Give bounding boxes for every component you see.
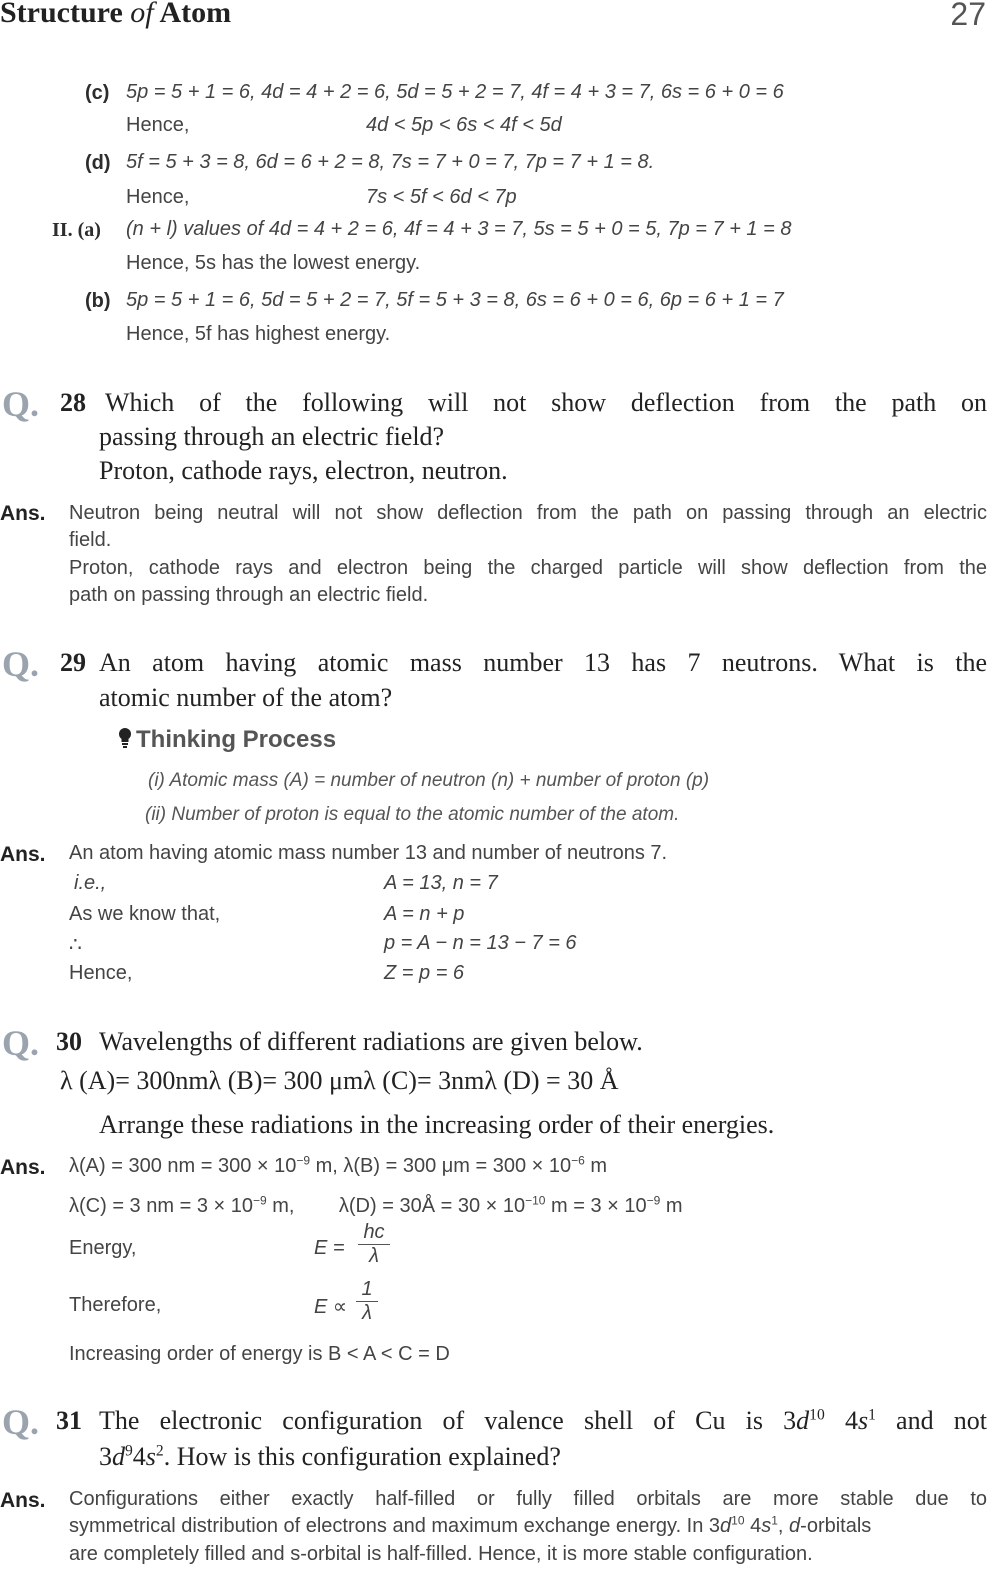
q30-ans1-c: m: [584, 1155, 608, 1177]
q29-line1: An atom having atomic mass number 13 has 7 neutrons. What is the: [99, 648, 987, 677]
part-c-hence: Hence,: [126, 114, 190, 136]
q31-ans2-d: d: [720, 1515, 732, 1537]
q30-ans2-a-exp: −9: [252, 1193, 267, 1208]
q30-ans-label: Ans.: [0, 1156, 46, 1179]
question-marker-q28: Q.: [2, 384, 40, 424]
q29-ans-intro: An atom having atomic mass number 13 and number of neutrons 7.: [69, 842, 668, 864]
q29-row4-left: Hence,: [69, 962, 133, 984]
q30-ans2-d: m: [660, 1195, 683, 1217]
q28-line1: Which of the following will not show deflection from the path on: [105, 388, 987, 417]
q31-ans2-b: 4: [744, 1515, 762, 1537]
q30-ans2-a: λ(C) = 3 nm = 3 × 10: [69, 1195, 253, 1217]
q31-ans2-d2: d: [789, 1515, 801, 1537]
q31-line2: [99, 1442, 561, 1472]
q30-line1: Wavelengths of different radiations are given below.: [99, 1027, 643, 1056]
question-marker-q30: Q.: [2, 1023, 40, 1063]
q29-ans-label: Ans.: [0, 843, 46, 866]
q31-l1-s-exp: 1: [868, 1406, 876, 1424]
q31-ans2-a: symmetrical distribution of electrons and maximum exchange energy. In 3: [69, 1515, 721, 1537]
q31-ans-line1: Configurations either exactly half-filled or fully filled orbitals are more stable due to: [69, 1488, 987, 1510]
q29-number: 29: [60, 648, 86, 677]
q30-ans2-b: m, λ(D) = 30Å = 30 × 10: [266, 1195, 526, 1217]
part-d-label: (d): [85, 152, 111, 174]
energy-fraction: [358, 1221, 390, 1268]
energy-lhs: E =: [314, 1237, 345, 1259]
q31-l2-c: . How is this configuration explained?: [163, 1442, 561, 1471]
q31-l1-c: and not: [875, 1406, 987, 1435]
header-title-part1: Structure: [0, 0, 131, 29]
q31-ans2-s: s: [761, 1515, 772, 1537]
q28-ans-line3: Proton, cathode rays and electron being the charged particle will show deflection from the: [69, 557, 987, 579]
q28-line3: Proton, cathode rays, electron, neutron.: [99, 456, 508, 485]
proportional-numerator: 1: [361, 1278, 373, 1300]
part-d-line: 5f = 5 + 3 = 8, 6d = 6 + 2 = 8, 7s = 7 + 0 = 7, 7p = 7 + 1 = 8.: [126, 151, 655, 173]
thinking-process-title: Thinking Process: [136, 726, 337, 753]
q31-ans2-c: ,: [777, 1515, 790, 1537]
q30-ans2-b-exp: −10: [525, 1193, 546, 1208]
part-ii-b-line: 5p = 5 + 1 = 6, 5d = 5 + 2 = 7, 5f = 5 + 3 = 8, 6s = 6 + 0 = 6, 6p = 6 + 1 = 7: [126, 289, 784, 311]
thinking-process-heading: [118, 726, 336, 754]
q31-ans-label: Ans.: [0, 1489, 46, 1512]
q31-ans2-exp2: 1: [771, 1513, 778, 1528]
q30-ans1-a-exp: −9: [296, 1153, 311, 1168]
q30-conclusion: Increasing order of energy is B < A < C = D: [69, 1343, 450, 1365]
question-marker-q31: Q.: [2, 1402, 40, 1442]
q28-ans-line4: path on passing through an electric field.: [69, 584, 429, 606]
q31-l2-a: 3: [99, 1442, 112, 1471]
q31-l2-b: 4: [132, 1442, 146, 1471]
part-ii-b-result: Hence, 5f has highest energy.: [126, 323, 391, 345]
running-header: [0, 0, 231, 30]
q29-row1-right: A = 13, n = 7: [384, 872, 498, 894]
q30-ans-line1: [69, 1155, 607, 1178]
q28-line2: passing through an electric field?: [99, 422, 445, 451]
energy-label: Energy,: [69, 1237, 137, 1259]
q31-l2-s-exp: 2: [155, 1442, 164, 1460]
q31-l1-s: s: [857, 1406, 869, 1435]
q31-number: 31: [56, 1406, 82, 1435]
q28-ans-line1: Neutron being neutral will not show deflection from the path on passing through an electric: [69, 502, 987, 524]
q31-l2-d-exp: 9: [125, 1442, 133, 1460]
q31-l1-d: d: [796, 1406, 810, 1435]
thinking-point-2: (ii) Number of proton is equal to the atomic number of the atom.: [145, 804, 680, 825]
q29-row2-right: A = n + p: [384, 903, 465, 925]
q31-l2-d: d: [112, 1442, 125, 1471]
header-title-of: of: [130, 0, 154, 29]
part-c-label: (c): [85, 82, 110, 104]
q31-ans2-e: -orbitals: [800, 1515, 872, 1537]
therefore-label: Therefore,: [69, 1294, 162, 1316]
part-ii-a-label: II. (a): [52, 219, 101, 241]
part-d-hence: Hence,: [126, 186, 190, 208]
q30-number: 30: [56, 1027, 82, 1056]
q31-ans-line2: [69, 1515, 987, 1538]
part-d-result: 7s < 5f < 6d < 7p: [366, 186, 517, 208]
lightbulb-icon: [118, 727, 132, 749]
q29-row1-left: i.e.,: [74, 872, 107, 894]
part-c-line: 5p = 5 + 1 = 6, 4d = 4 + 2 = 6, 5d = 5 + 2 = 7, 4f = 4 + 3 = 7, 6s = 6 + 0 = 6: [126, 81, 784, 103]
q30-line2: λ (A)= 300nmλ (B)= 300 μmλ (C)= 3nmλ (D) = 30 Å: [60, 1066, 619, 1095]
q31-l1-b: 4: [824, 1406, 858, 1435]
energy-numerator: hc: [363, 1221, 385, 1243]
thinking-point-1: (i) Atomic mass (A) = number of neutron (n) + number of proton (p): [148, 770, 710, 791]
q31-l1-d-exp: 10: [809, 1406, 825, 1424]
q28-number: 28: [60, 388, 86, 417]
header-title-part2: Atom: [153, 0, 232, 29]
part-ii-a-result: Hence, 5s has the lowest energy.: [126, 252, 421, 274]
q29-row3-left: ∴: [69, 934, 82, 956]
part-ii-b-label: (b): [85, 290, 111, 312]
proportional-fraction: [356, 1278, 378, 1325]
part-ii-a-line: (n + l) values of 4d = 4 + 2 = 6, 4f = 4 + 3 = 7, 5s = 5 + 0 = 5, 7p = 7 + 1 = 8: [126, 218, 792, 240]
energy-denominator: λ: [358, 1244, 390, 1268]
page-number: 27: [950, 0, 986, 32]
q30-ans-line2: [69, 1195, 683, 1218]
q31-ans2-exp1: 10: [731, 1513, 745, 1528]
q31-l2-s: s: [145, 1442, 156, 1471]
proportional-denominator: λ: [356, 1301, 378, 1325]
proportional-lhs: E ∝: [314, 1296, 348, 1318]
q29-row2-left: As we know that,: [69, 903, 221, 925]
q31-l1-a: The electronic configuration of valence shell of Cu is 3: [99, 1406, 797, 1435]
q29-row3-right: p = A − n = 13 − 7 = 6: [384, 932, 577, 954]
q28-ans-label: Ans.: [0, 502, 46, 525]
q30-ans2-c-exp: −9: [646, 1193, 661, 1208]
question-marker-q29: Q.: [2, 644, 40, 684]
q31-ans-line3: are completely filled and s-orbital is half-filled. Hence, it is more stable configuration.: [69, 1543, 813, 1565]
q29-line2: atomic number of the atom?: [99, 683, 393, 712]
q30-ans2-c: m = 3 × 10: [545, 1195, 647, 1217]
q30-ans1-b-exp: −6: [571, 1153, 585, 1168]
q30-ans1-b: m, λ(B) = 300 μm = 300 × 10: [310, 1155, 572, 1177]
q31-line1: [99, 1406, 987, 1436]
q30-line3: Arrange these radiations in the increasing order of their energies.: [99, 1110, 775, 1139]
q29-row4-right: Z = p = 6: [384, 962, 465, 984]
part-c-result: 4d < 5p < 6s < 4f < 5d: [366, 114, 562, 136]
q28-ans-line2: field.: [69, 529, 112, 551]
q30-ans1-a: λ(A) = 300 nm = 300 × 10: [69, 1155, 297, 1177]
